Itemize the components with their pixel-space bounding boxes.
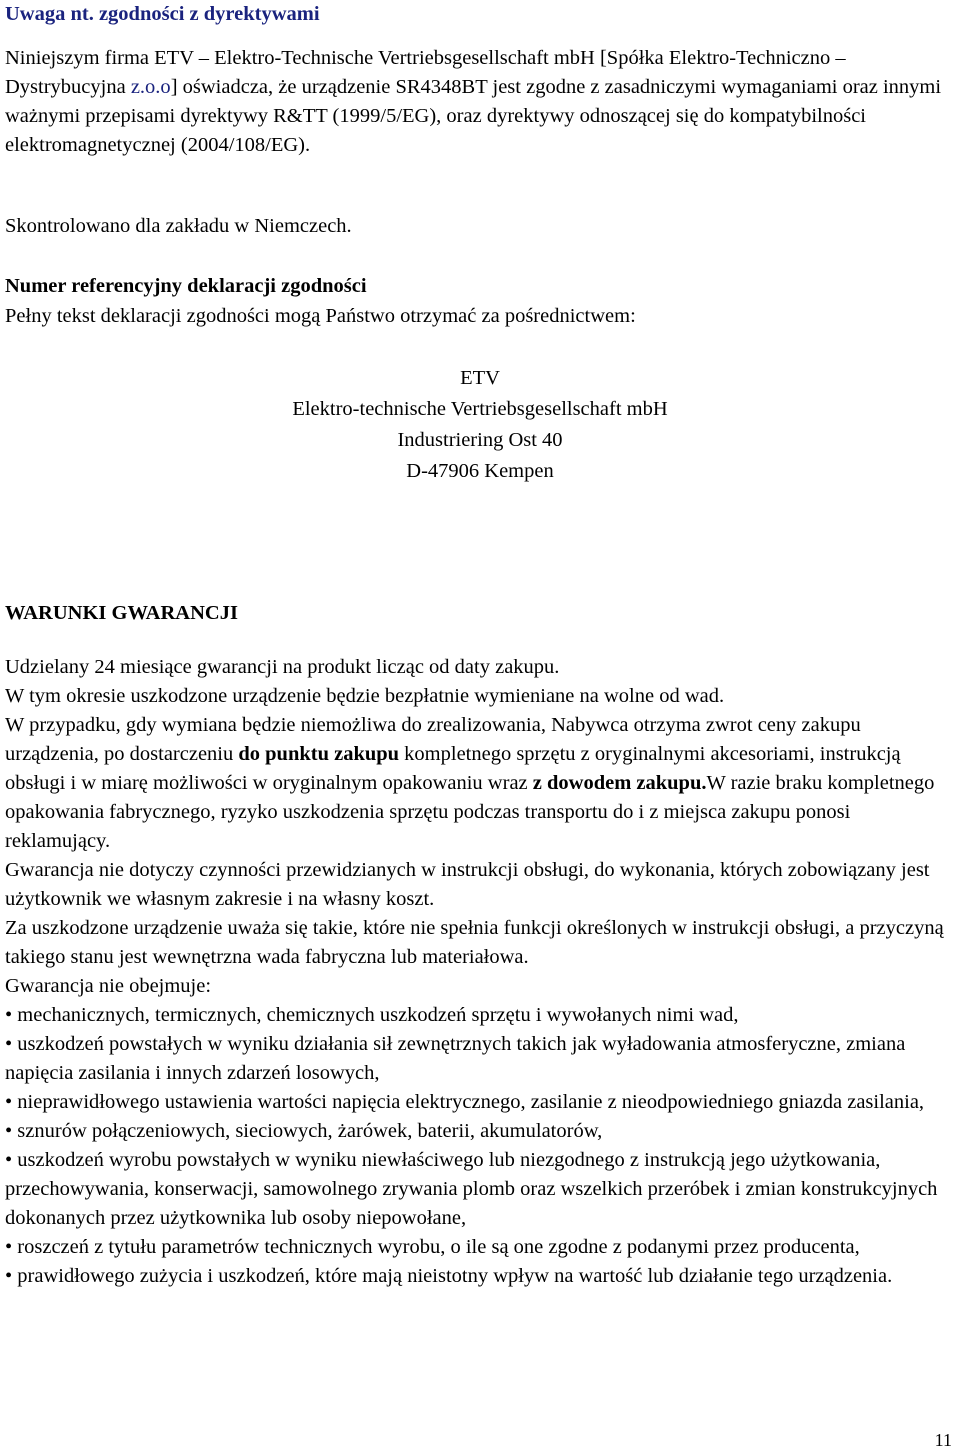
page-number: 11 [934,1430,952,1450]
list-item: • uszkodzeń wyrobu powstałych w wyniku niewłaściwego lub niezgodnego z instrukcją jego użytkowania, przechowywania, konserwacji, samowolnego zrywania plomb oraz wszelkich przeróbek i zmian konstrukcyjnych dokonanych przez użytkownika lub osoby niepowołane, [5,1149,938,1229]
declaration-text-start: Niniejszym firma ETV – Elektro-Technische Vertriebsgesellschaft mbH [Spółka Elektro-Techniczno –Dystrybucyjna [5,47,846,98]
warranty-refund [5,711,955,856]
warranty-exclusions-list [5,1001,955,1291]
list-item: • mechanicznych, termicznych, chemicznych uszkodzeń sprzętu i wywołanych nimi wad, [5,1004,739,1026]
warranty-defect-definition: Za uszkodzone urządzenie uważa się takie, które nie spełnia funkcji określonych w instrukcji obsługi, a przyczyną takiego stanu jest wewnętrzna wada fabryczna lub materiałowa. [5,917,944,968]
reference-heading: Numer referencyjny deklaracji zgodności [5,275,367,297]
address-city: D-47906 Kempen [406,460,554,482]
inspection-note: Skontrolowano dla zakładu w Niemczech. [5,215,352,237]
declaration-paragraph [5,44,955,160]
list-item: • sznurów połączeniowych, sieciowych, żarówek, baterii, akumulatorów, [5,1120,603,1142]
address-company-full: Elektro-technische Vertriebsgesellschaft mbH [292,398,668,420]
list-item: • nieprawidłowego ustawienia wartości napięcia elektrycznego, zasilanie z nieodpowiedniego gniazda zasilania, [5,1091,925,1113]
address-street: Industriering Ost 40 [397,429,563,451]
refund-text-2: kompletnego sprzętu z oryginalnymi akcesoriami, instrukcją obsługi i w miarę możliwości w oryginalnym opakowaniu wraz [5,743,901,794]
refund-text-3: W razie braku kompletnego opakowania fabrycznego, ryzyko uszkodzenia sprzętu podczas transportu do i z miejsca zakupu ponosi reklamujący. [5,772,935,852]
company-address [0,363,960,487]
list-item: • uszkodzeń powstałych w wyniku działania sił zewnętrznych takich jak wyładowania atmosferyczne, zmiana napięcia zasilania i innych zdarzeń losowych, [5,1033,906,1084]
refund-text-1: W przypadku, gdy wymiana będzie niemożliwa do zrealizowania, Nabywca otrzyma zwrot ceny zakupu urządzenia, po dostarczeniu [5,714,861,765]
address-company-short: ETV [460,367,500,389]
warranty-body [5,653,955,1291]
warranty-replacement: W tym okresie uszkodzone urządzenie będzie bezpłatnie wymieniane na wolne od wad. [5,685,725,707]
list-item: • prawidłowego zużycia i uszkodzeń, które mają nieistotny wpływ na wartość lub działanie tego urządzenia. [5,1265,893,1287]
warranty-heading: WARUNKI GWARANCJI [5,602,238,624]
company-abbrev-link: z.o.o [130,76,171,98]
page-title: Uwaga nt. zgodności z dyrektywami [5,3,320,25]
warranty-user-actions: Gwarancja nie dotyczy czynności przewidzianych w instrukcji obsługi, do wykonania, których zobowiązany jest użytkownik we własnym zakresie i na własny koszt. [5,859,930,910]
refund-text-bold-1: do punktu zakupu [238,743,400,765]
warranty-period: Udzielany 24 miesiące gwarancji na produkt licząc od daty zakupu. [5,656,560,678]
refund-text-bold-2: z dowodem zakupu. [532,772,707,794]
declaration-text-end: ] oświadcza, że urządzenie SR4348BT jest zgodne z zasadniczymi wymaganiami oraz innymi ważnymi przepisami dyrektywy R&TT (1999/5/EG), oraz dyrektywy odnoszącej się do kompatybilności elektromagnetycznej (2004/108/EG). [5,76,942,156]
list-item: • roszczeń z tytułu parametrów technicznych wyrobu, o ile są one zgodne z podanymi przez producenta, [5,1236,860,1258]
reference-text: Pełny tekst deklaracji zgodności mogą Państwo otrzymać za pośrednictwem: [5,305,636,327]
warranty-exclusions-intro: Gwarancja nie obejmuje: [5,975,212,997]
